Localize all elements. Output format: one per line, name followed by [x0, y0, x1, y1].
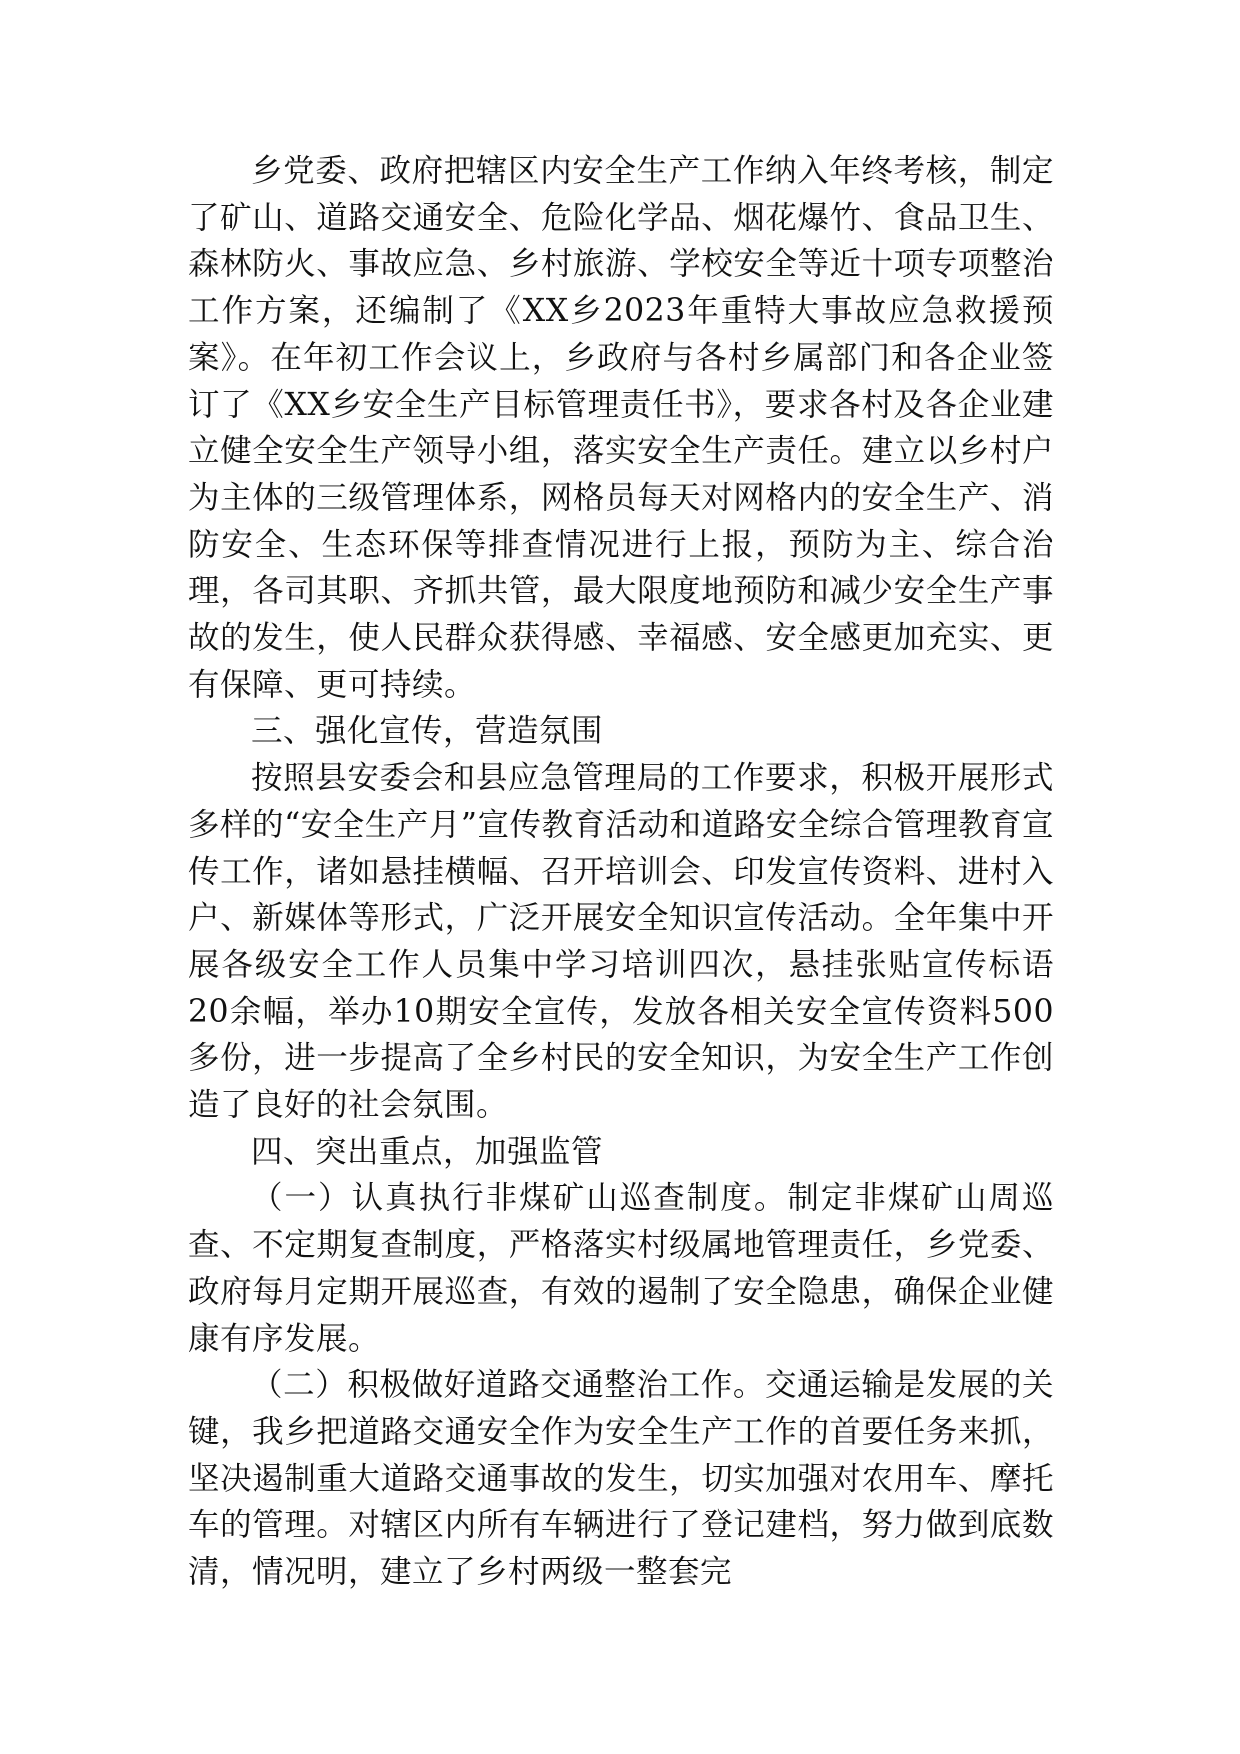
- section-heading-supervision: 四、突出重点，加强监管: [251, 1133, 604, 1170]
- paragraph-publicity: 按照县安委会和县应急管理局的工作要求，积极开展形式多样的“安全生产月”宣传教育活动和道路安全综合管理教育宣传工作，诸如悬挂横幅、召开培训会、印发宣传资料、进村入户、新媒体等形式，广泛开展安全知识宣传活动。全年集中开展各级安全工作人员集中学习培训四次，悬挂张贴宣传标语20余幅，举办10期安全宣传，发放各相关安全宣传资料500多份，进一步提高了全乡村民的安全知识，为安全生产工作创造了良好的社会氛围。: [188, 760, 1054, 1124]
- paragraph-safety-responsibility: 乡党委、政府把辖区内安全生产工作纳入年终考核，制定了矿山、道路交通安全、危险化学品、烟花爆竹、食品卫生、森林防火、事故应急、乡村旅游、学校安全等近十项专项整治工作方案，还编制了《XX乡2023年重特大事故应急救援预案》。在年初工作会议上，乡政府与各村乡属部门和各企业签订了《XX乡安全生产目标管理责任书》，要求各村及各企业建立健全安全生产领导小组，落实安全生产责任。建立以乡村户为主体的三级管理体系，网格员每天对网格内的安全生产、消防安全、生态环保等排查情况进行上报，预防为主、综合治理，各司其职、齐抓共管，最大限度地预防和减少安全生产事故的发生，使人民群众获得感、幸福感、安全感更加充实、更有保障、更可持续。: [188, 153, 1054, 703]
- paragraph-road-traffic: （二）积极做好道路交通整治工作。交通运输是发展的关键，我乡把道路交通安全作为安全生产工作的首要任务来抓，坚决遏制重大道路交通事故的发生，切实加强对农用车、摩托车的管理。对辖区内所有车辆进行了登记建档，努力做到底数清，情况明，建立了乡村两级一整套完: [188, 1367, 1054, 1591]
- section-heading-publicity: 三、强化宣传，营造氛围: [251, 713, 604, 750]
- paragraph-mine-inspection: （一）认真执行非煤矿山巡查制度。制定非煤矿山周巡查、不定期复查制度，严格落实村级属地管理责任，乡党委、政府每月定期开展巡查，有效的遏制了安全隐患，确保企业健康有序发展。: [188, 1180, 1054, 1357]
- document-body: [188, 148, 1054, 1596]
